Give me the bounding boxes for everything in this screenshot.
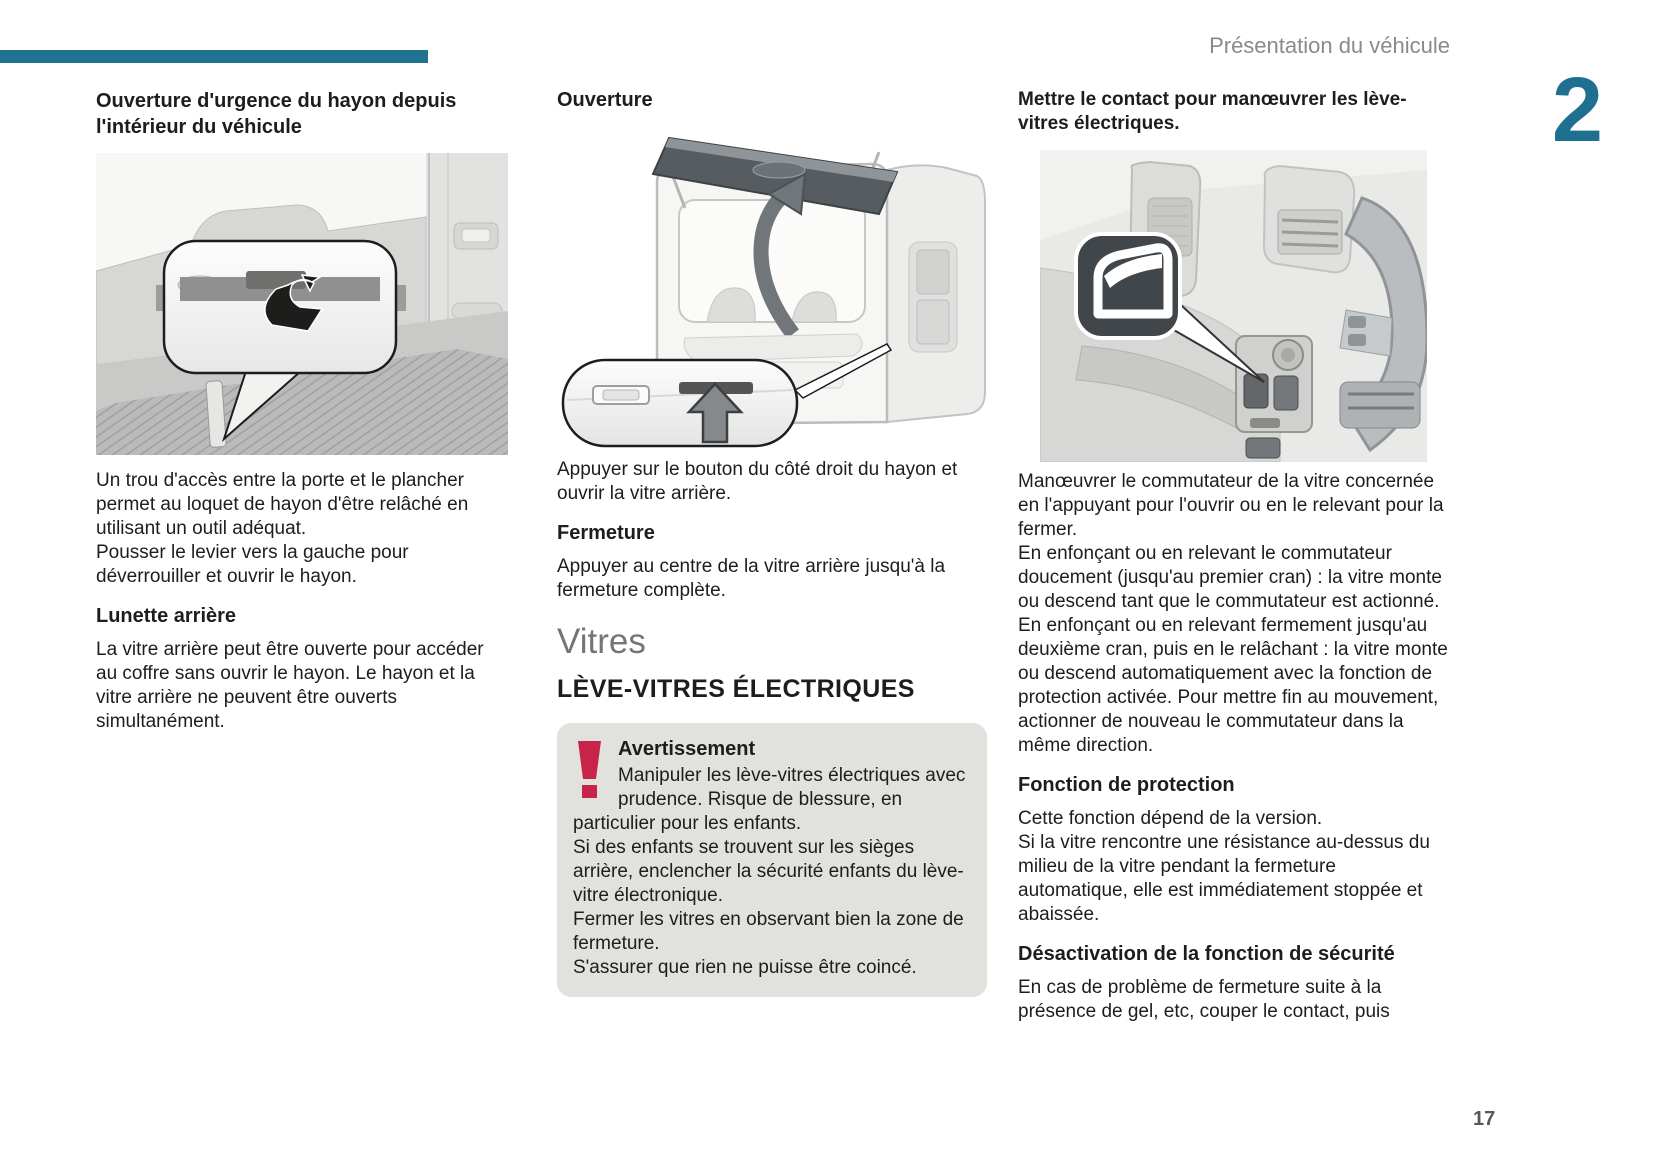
heading-deactivation: Désactivation de la fonction de sécurité	[1018, 943, 1395, 965]
intro-ignition-note: Mettre le contact pour manœuvrer les lève-vitres électriques.	[1018, 89, 1407, 134]
paragraph-line: Manœuvrer le commutateur de la vitre concernée en l'appuyant pour l'ouvrir ou en le relevant pour la fermer.	[1018, 471, 1444, 540]
para-access	[96, 469, 508, 589]
paragraph-line: Appuyer sur le bouton du côté droit du hayon et ouvrir la vitre arrière.	[557, 459, 958, 504]
paragraph-line: La vitre arrière peut être ouverte pour accéder au coffre sans ouvrir le hayon. Le hayon et la vitre arrière ne peuvent être ouverts simultanément.	[96, 639, 484, 732]
paragraph-line: Pousser le levier vers la gauche pour déverrouiller et ouvrir le hayon.	[96, 542, 409, 587]
column-2	[557, 88, 987, 997]
paragraph-line: Un trou d'accès entre la porte et le plancher permet au loquet de hayon d'être relâché en utilisant un outil adéquat.	[96, 470, 469, 539]
para-protection	[1018, 807, 1448, 927]
paragraph-line: S'assurer que rien ne puisse être coincé.	[573, 957, 917, 978]
para-switch-operation	[1018, 470, 1448, 758]
paragraph-line: Fermer les vitres en observant bien la zone de fermeture.	[573, 909, 964, 954]
paragraph-line: En enfonçant ou en relevant le commutateur doucement (jusqu'au premier cran) : la vitre monte ou descend tant que le commutateur est actionné.	[1018, 543, 1442, 612]
paragraph-line: En enfonçant ou en relevant fermement jusqu'au deuxième cran, puis en le relâchant : la vitre monte ou descend automatiquement avec la fonction de protection activée. Pour mettre fin au mouvement, actionner de nouveau le commutateur dans la même direction.	[1018, 615, 1448, 756]
heading-opening: Ouverture	[557, 89, 653, 111]
section-title-windows: Vitres	[557, 622, 646, 661]
paragraph-line: Si des enfants se trouvent sur les sièges arrière, enclencher la sécurité enfants du lève-vitre électronique.	[573, 837, 964, 906]
window-switch-badge-icon	[1076, 234, 1180, 338]
window-switch-illustration	[1040, 150, 1427, 462]
heading-power-windows: LÈVE-VITRES ÉLECTRIQUES	[557, 674, 915, 703]
paragraph-line: Si la vitre rencontre une résistance au-dessus du milieu de la vitre pendant la fermeture automatique, elle est immédiatement stoppée et abaissée.	[1018, 832, 1430, 925]
warning-box	[557, 723, 987, 997]
chapter-number: 2	[1551, 59, 1603, 161]
warning-body	[573, 764, 969, 980]
page-number: 17	[1473, 1108, 1496, 1130]
rear-window-illustration	[557, 122, 987, 450]
para-opening	[557, 458, 987, 506]
top-accent-bar	[0, 50, 428, 63]
warning-title: Avertissement	[618, 738, 756, 760]
heading-emergency-opening: Ouverture d'urgence du hayon depuis l'intérieur du véhicule	[96, 90, 457, 138]
tailgate-latch-illustration	[96, 153, 508, 455]
paragraph-line: En cas de problème de fermeture suite à la présence de gel, etc, couper le contact, puis	[1018, 977, 1390, 1022]
para-rear-window	[96, 638, 508, 734]
column-3	[1018, 88, 1448, 1024]
heading-protection: Fonction de protection	[1018, 774, 1235, 796]
para-deactivation	[1018, 976, 1448, 1024]
paragraph-line: Appuyer au centre de la vitre arrière jusqu'à la fermeture complète.	[557, 556, 946, 601]
warning-exclamation-icon	[576, 741, 603, 798]
column-1	[96, 88, 508, 734]
page-header-title: Présentation du véhicule	[1209, 33, 1450, 58]
paragraph-line: Cette fonction dépend de la version.	[1018, 808, 1323, 829]
heading-closing: Fermeture	[557, 522, 655, 544]
heading-rear-window: Lunette arrière	[96, 605, 237, 627]
para-closing	[557, 555, 987, 603]
paragraph-line: Manipuler les lève-vitres électriques avec prudence. Risque de blessure, en particulier pour les enfants.	[573, 765, 966, 834]
